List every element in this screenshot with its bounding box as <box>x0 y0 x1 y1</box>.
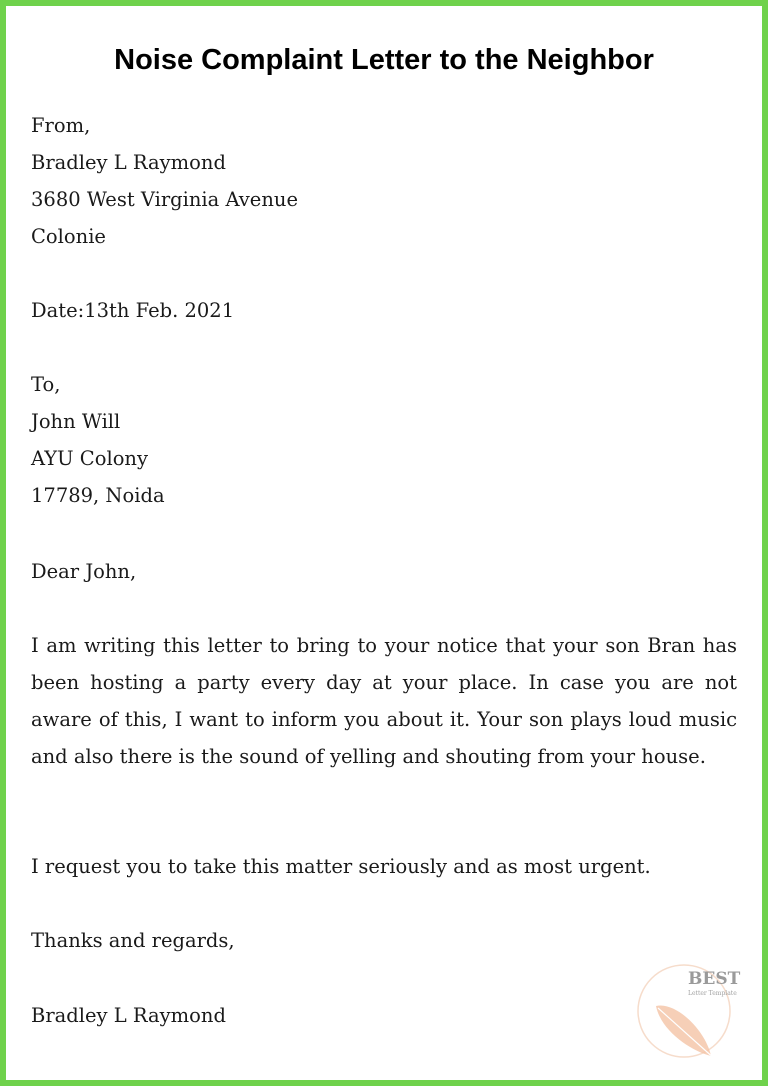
feather-icon <box>636 956 746 1066</box>
sender-name: Bradley L Raymond <box>31 151 226 174</box>
best-letter-template-logo <box>636 956 746 1066</box>
page-title: Noise Complaint Letter to the Neighbor <box>114 44 654 76</box>
recipient-block <box>31 366 737 514</box>
date: Date:13th Feb. 2021 <box>31 299 235 322</box>
body-paragraph-2: I request you to take this matter seriously and as most urgent. <box>31 855 651 878</box>
recipient-address: AYU Colony <box>31 447 149 470</box>
svg-text:Letter Template: Letter Template <box>688 990 737 997</box>
closing: Thanks and regards, <box>31 929 235 952</box>
signature: Bradley L Raymond <box>31 1004 226 1027</box>
sender-address: 3680 West Virginia Avenue <box>31 188 299 211</box>
sender-block <box>31 107 737 255</box>
sender-city: Colonie <box>31 225 106 248</box>
salutation: Dear John, <box>31 560 137 583</box>
from-label: From, <box>31 114 91 137</box>
svg-text:BEST: BEST <box>688 969 741 989</box>
body-paragraph-1: I am writing this letter to bring to your notice that your son Bran has been hosting a party every day at your place. In case you are not aware of this, I want to inform you about it. Your son plays loud music and also there is the sound of yelling and shouting from your house. <box>31 634 737 768</box>
recipient-name: John Will <box>31 410 121 433</box>
recipient-city: 17789, Noida <box>31 484 165 507</box>
to-label: To, <box>31 373 61 396</box>
